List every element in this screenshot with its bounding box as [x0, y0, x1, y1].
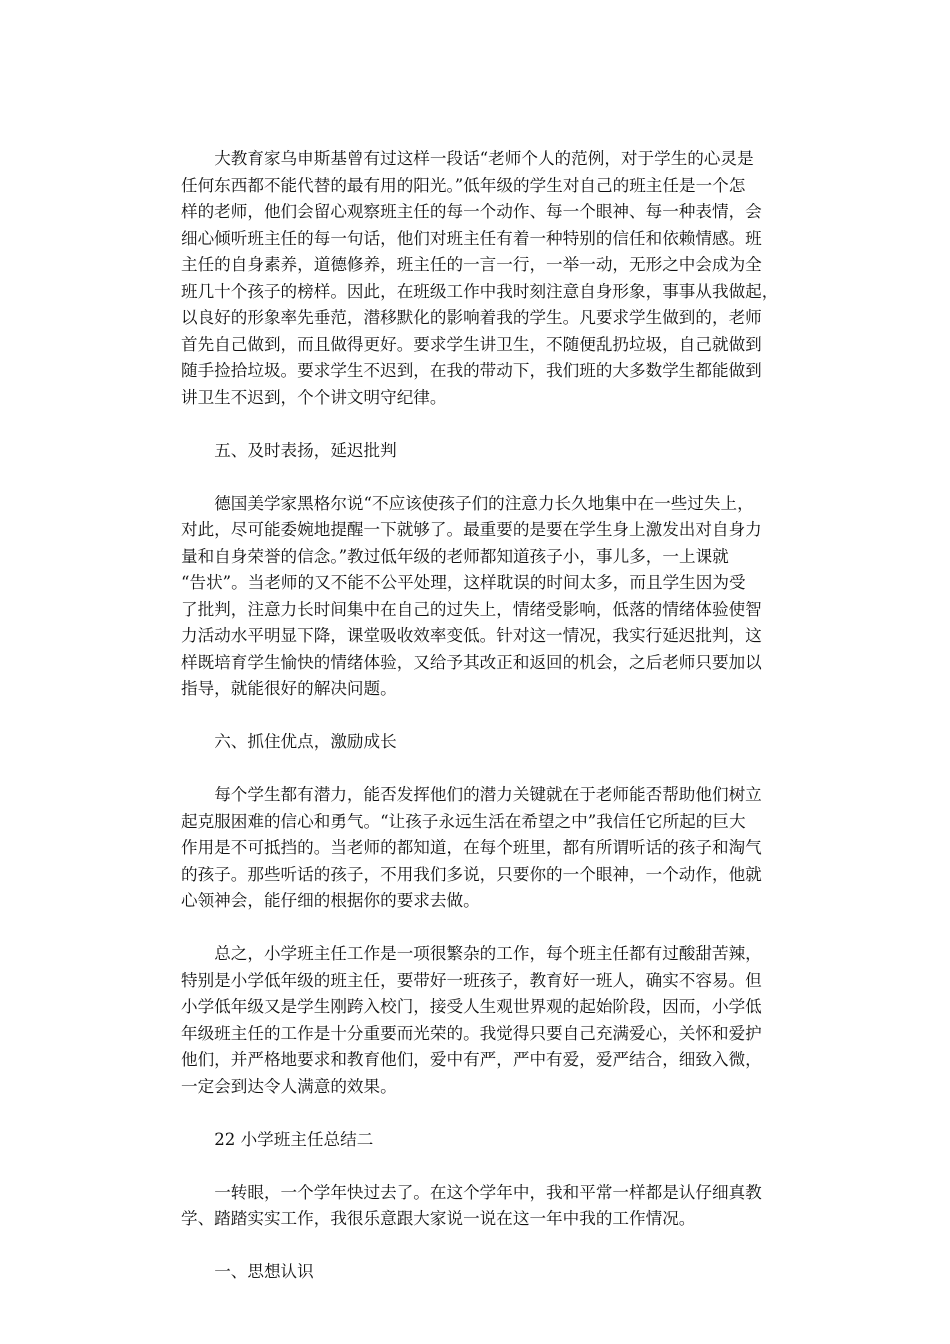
paragraph-line: 大教育家乌申斯基曾有过这样一段话“老师个人的范例，对于学生的心灵是 [214, 149, 754, 168]
paragraph-line: 样的老师，他们会留心观察班主任的每一个动作、每一个眼神、每一种表情，会 [181, 202, 762, 221]
paragraph-line: 心领神会，能仔细的根据你的要求去做。 [181, 891, 480, 910]
paragraph-line: 学、踏踏实实工作，我很乐意跟大家说一说在这一年中我的工作情况。 [181, 1209, 696, 1228]
paragraph-line: 样既培育学生愉快的情绪体验，又给予其改正和返回的机会，之后老师只要加以 [181, 652, 762, 672]
document-body [181, 146, 779, 1286]
section-heading: 五、及时表扬，延迟批判 [214, 440, 397, 460]
paragraph-line: 量和自身荣誉的信念。”教过低年级的老师都知道孩子小，事儿多，一上课就 [181, 546, 729, 566]
section-heading: 22 小学班主任总结二 [214, 1129, 374, 1149]
paragraph-line: 一定会到达令人满意的效果。 [181, 1076, 397, 1096]
paragraph-line: “告状”。当老师的又不能不公平处理，这样耽误的时间太多，而且学生因为受 [181, 573, 746, 592]
body-paragraph [181, 782, 773, 915]
paragraph-line: 讲卫生不迟到，个个讲文明守纪律。 [181, 387, 447, 407]
paragraph-line: 对此，尽可能委婉地提醒一下就够了。最重要的是要在学生身上激发出对自身力 [181, 520, 762, 539]
paragraph-line: 作用是不可抵挡的。当老师的都知道，在每个班里，都有所谓听话的孩子和淘气 [181, 838, 762, 857]
paragraph-line: 年级班主任的工作是十分重要而光荣的。我觉得只要自己充满爱心，关怀和爱护 [181, 1023, 762, 1043]
body-paragraph [181, 146, 779, 411]
paragraph-line: 细心倾听班主任的每一句话，他们对班主任有着一种特别的信任和依赖情感。班 [181, 228, 762, 248]
body-paragraph [181, 1180, 773, 1233]
paragraph-line: 力活动水平明显下降，课堂吸收效率变低。针对这一情况，我实行延迟批判，这 [181, 626, 762, 645]
paragraph-line: 指导，就能很好的解决问题。 [181, 679, 397, 698]
section-heading: 六、抓住优点，激励成长 [214, 732, 397, 751]
paragraph-line: 以良好的形象率先垂范，潜移默化的影响着我的学生。凡要求学生做到的，老师 [181, 308, 762, 327]
paragraph-line: 每个学生都有潜力，能否发挥他们的潜力关键就在于老师能否帮助他们树立 [214, 785, 762, 804]
paragraph-line: 总之，小学班主任工作是一项很繁杂的工作，每个班主任都有过酸甜苦辣， [214, 944, 762, 963]
section-heading: 一、思想认识 [214, 1262, 314, 1281]
paragraph-line: 德国美学家黑格尔说“不应该使孩子们的注意力长久地集中在一些过失上， [214, 493, 754, 513]
paragraph-line: 起克服困难的信心和勇气。“让孩子永远生活在希望之中”我信任它所起的巨大 [181, 811, 746, 831]
paragraph-line: 他们，并严格地要求和教育他们，爱中有严，严中有爱，爱严结合，细致入微， [181, 1050, 762, 1069]
paragraph-line: 班几十个孩子的榜样。因此，在班级工作中我时刻注意自身形象，事事从我做起， [181, 281, 779, 301]
body-paragraph [181, 941, 773, 1100]
paragraph-line: 特别是小学低年级的班主任，要带好一班孩子，教育好一班人，确实不容易。但 [181, 970, 762, 990]
paragraph-line: 任何东西都不能代替的最有用的阳光。”低年级的学生对自己的班主任是一个怎 [181, 175, 746, 195]
paragraph-line: 随手捡拾垃圾。要求学生不迟到，在我的带动下，我们班的大多数学生都能做到 [181, 361, 762, 380]
paragraph-line: 小学低年级又是学生刚跨入校门，接受人生观世界观的起始阶段，因而，小学低 [181, 997, 762, 1016]
paragraph-line: 的孩子。那些听话的孩子，不用我们多说，只要你的一个眼神，一个动作，他就 [181, 864, 762, 884]
paragraph-line: 了批判，注意力长时间集中在自己的过失上，情绪受影响，低落的情绪体验使智 [181, 599, 762, 619]
body-paragraph [181, 491, 773, 703]
paragraph-line: 主任的自身素养，道德修养，班主任的一言一行，一举一动，无形之中会成为全 [181, 255, 762, 274]
paragraph-line: 一转眼，一个学年快过去了。在这个学年中，我和平常一样都是认仔细真教 [214, 1182, 762, 1202]
paragraph-line: 首先自己做到，而且做得更好。要求学生讲卫生，不随便乱扔垃圾，自己就做到 [181, 334, 762, 354]
